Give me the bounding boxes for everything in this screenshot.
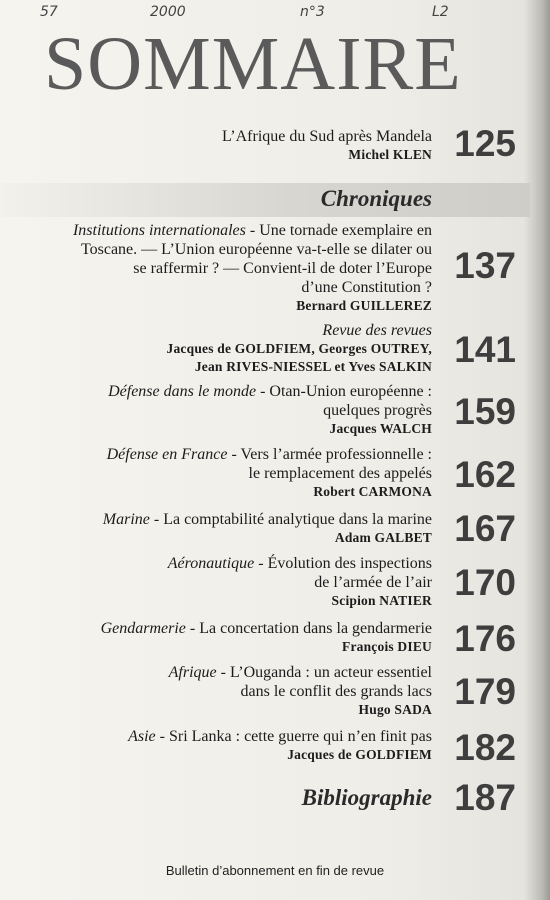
entry-rubric: Aéronautique [167, 555, 255, 572]
entry-rubric: Défense en France [106, 446, 228, 463]
entry-rubric: Institutions internationales [72, 222, 246, 239]
entry-rubric: Défense dans le monde [108, 383, 257, 400]
entry-line: Institutions internationales - Une tornade exemplaire en [72, 222, 432, 239]
entry-page-number: 141 [454, 329, 516, 370]
toc-entry [107, 445, 432, 501]
entry-rubric: Asie [128, 728, 156, 745]
entry-page-number: 179 [454, 671, 516, 712]
entry-line: Défense dans le monde - Otan-Union européenne : [108, 383, 432, 400]
entry-author: Scipion NATIER [331, 593, 432, 608]
entry-line: quelques progrès [323, 402, 432, 419]
entry-author: Jacques de GOLDFIEM [287, 747, 432, 762]
entry-line: Asie - Sri Lanka : cette guerre qui n’en finit pas [128, 728, 432, 745]
entry-line: Aéronautique - Évolution des inspections [167, 555, 432, 572]
toc-entry [167, 321, 432, 376]
handwritten-note-4: L2 [432, 4, 449, 20]
entry-line: Défense en France - Vers l’armée professionnelle : [106, 446, 432, 463]
entry-page-number: 167 [454, 508, 516, 549]
entry-rubric: Afrique [168, 664, 217, 681]
entry-line: dans le conflit des grands lacs [240, 683, 432, 700]
entry-line: se raffermir ? — Convient-il de doter l’Europe [133, 260, 432, 277]
toc-entry [168, 554, 432, 610]
toc-entry [101, 619, 432, 656]
entry-line: Toscane. — L’Union européenne va-t-elle se dilater ou [80, 241, 432, 258]
entry-author: Jacques WALCH [329, 421, 432, 436]
footer-note: Bulletin d’abonnement en fin de revue [165, 863, 385, 878]
chroniques-heading: Chroniques [320, 186, 432, 211]
entry-page-number: 170 [454, 562, 516, 603]
bibliographie-heading: Bibliographie [301, 785, 432, 810]
entry-author: François DIEU [342, 639, 432, 654]
chroniques-band [0, 183, 530, 217]
entry-page-number: 176 [454, 618, 516, 659]
entry-author: Adam GALBET [334, 530, 432, 545]
entry-rubric: Revue des revues [322, 322, 432, 339]
toc-entry [128, 727, 432, 764]
entry-line: Marine - La comptabilité analytique dans la marine [102, 511, 432, 528]
page-title: SOMMAIRE [44, 22, 462, 106]
toc-entry [108, 382, 432, 438]
entry-page-number: 162 [454, 454, 516, 495]
toc-entry [73, 221, 432, 315]
entry-page-number: 159 [454, 391, 516, 432]
toc-entry [103, 510, 432, 547]
entry-line: le remplacement des appelés [248, 465, 432, 482]
lead-article-author: Michel KLEN [348, 147, 432, 162]
entry-line: Afrique - L’Ouganda : un acteur essentiel [168, 664, 432, 681]
toc-entry [169, 663, 432, 719]
lead-page-number: 125 [454, 123, 516, 164]
handwritten-note-1: 57 [40, 4, 58, 20]
handwritten-note-2: 2000 [150, 4, 186, 20]
entry-author: Bernard GUILLEREZ [296, 298, 432, 313]
entry-author: Robert CARMONA [313, 484, 432, 499]
entry-rubric: Gendarmerie [100, 620, 186, 637]
lead-article-title: L’Afrique du Sud après Mandela [221, 128, 432, 145]
lead-article [222, 127, 432, 164]
entry-rubric: Marine [102, 511, 150, 528]
entry-author: Jean RIVES-NIESSEL et Yves SALKIN [194, 359, 432, 374]
page-spine-shadow [524, 0, 550, 900]
entry-line: Gendarmerie - La concertation dans la gendarmerie [100, 620, 432, 637]
entry-author: Hugo SADA [358, 702, 432, 717]
entry-line: d’une Constitution ? [301, 279, 432, 296]
entry-page-number: 182 [454, 727, 516, 768]
handwritten-note-3: n°3 [300, 4, 325, 20]
entry-page-number: 137 [454, 245, 516, 286]
bibliographie-page-number: 187 [454, 777, 516, 818]
entry-author: Jacques de GOLDFIEM, Georges OUTREY, [166, 341, 432, 356]
entry-line: de l’armée de l’air [314, 574, 432, 591]
